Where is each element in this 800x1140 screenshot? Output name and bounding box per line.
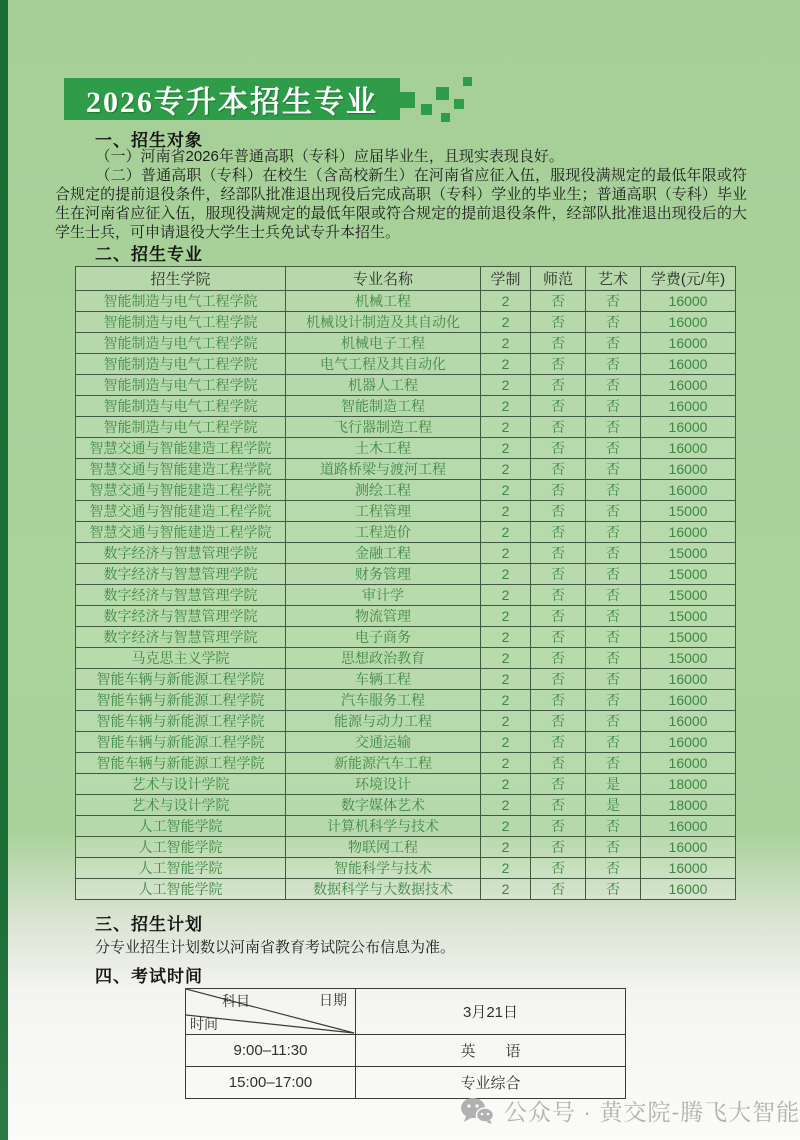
art-cell: 是 (586, 795, 641, 816)
decor-square (463, 77, 472, 86)
major-cell: 电子商务 (286, 627, 481, 648)
section2-heading: 二、招生专业 (95, 245, 203, 264)
normal-cell: 否 (531, 312, 586, 333)
college-cell: 人工智能学院 (76, 858, 286, 879)
section1-heading: 一、招生对象 (95, 131, 203, 150)
fee-cell: 16000 (641, 375, 736, 396)
table-row (76, 627, 736, 648)
table-row (76, 459, 736, 480)
column-header: 专业名称 (286, 267, 481, 291)
fee-cell: 16000 (641, 438, 736, 459)
table-row (76, 774, 736, 795)
major-cell: 汽车服务工程 (286, 690, 481, 711)
college-cell: 智能车辆与新能源工程学院 (76, 711, 286, 732)
duration-cell: 2 (481, 816, 531, 837)
major-cell: 机器人工程 (286, 375, 481, 396)
fee-cell: 15000 (641, 648, 736, 669)
majors-table-body (76, 291, 736, 900)
major-cell: 金融工程 (286, 543, 481, 564)
duration-cell: 2 (481, 291, 531, 312)
major-cell: 工程造价 (286, 522, 481, 543)
normal-cell: 否 (531, 564, 586, 585)
normal-cell: 否 (531, 354, 586, 375)
fee-cell: 16000 (641, 816, 736, 837)
college-cell: 智能制造与电气工程学院 (76, 312, 286, 333)
duration-cell: 2 (481, 459, 531, 480)
art-cell: 否 (586, 417, 641, 438)
fee-cell: 16000 (641, 417, 736, 438)
table-row (76, 585, 736, 606)
table-row (76, 564, 736, 585)
art-cell: 否 (586, 732, 641, 753)
exam-row (186, 1035, 626, 1067)
decor-square (400, 92, 415, 108)
major-cell: 思想政治教育 (286, 648, 481, 669)
majors-table-head (76, 267, 736, 291)
major-cell: 土木工程 (286, 438, 481, 459)
fee-cell: 15000 (641, 585, 736, 606)
fee-cell: 16000 (641, 480, 736, 501)
art-cell: 否 (586, 396, 641, 417)
college-cell: 人工智能学院 (76, 879, 286, 900)
duration-cell: 2 (481, 795, 531, 816)
major-cell: 工程管理 (286, 501, 481, 522)
decor-square (454, 99, 464, 109)
normal-cell: 否 (531, 543, 586, 564)
column-header: 学制 (481, 267, 531, 291)
duration-cell: 2 (481, 522, 531, 543)
fee-cell: 15000 (641, 501, 736, 522)
major-cell: 审计学 (286, 585, 481, 606)
major-cell: 机械工程 (286, 291, 481, 312)
exam-time-cell: 15:00–17:00 (186, 1067, 356, 1099)
normal-cell: 否 (531, 732, 586, 753)
corner-label-time: 时间 (190, 1016, 218, 1032)
normal-cell: 否 (531, 333, 586, 354)
duration-cell: 2 (481, 312, 531, 333)
fee-cell: 16000 (641, 459, 736, 480)
section3-body: 分专业招生计划数以河南省教育考试院公布信息为准。 (95, 939, 456, 956)
major-cell: 物流管理 (286, 606, 481, 627)
page-title: 2026专升本招生专业 (86, 86, 378, 119)
table-row (76, 354, 736, 375)
duration-cell: 2 (481, 669, 531, 690)
table-row (76, 858, 736, 879)
art-cell: 否 (586, 585, 641, 606)
art-cell: 是 (586, 774, 641, 795)
fee-cell: 16000 (641, 711, 736, 732)
table-row (76, 417, 736, 438)
major-cell: 飞行器制造工程 (286, 417, 481, 438)
duration-cell: 2 (481, 354, 531, 375)
major-cell: 电气工程及其自动化 (286, 354, 481, 375)
duration-cell: 2 (481, 438, 531, 459)
major-cell: 机械设计制造及其自动化 (286, 312, 481, 333)
exam-table (185, 988, 626, 1099)
fee-cell: 18000 (641, 795, 736, 816)
duration-cell: 2 (481, 753, 531, 774)
fee-cell: 16000 (641, 312, 736, 333)
normal-cell: 否 (531, 438, 586, 459)
art-cell: 否 (586, 837, 641, 858)
art-cell: 否 (586, 501, 641, 522)
table-row (76, 333, 736, 354)
college-cell: 数字经济与智慧管理学院 (76, 627, 286, 648)
exam-time-cell: 9:00–11:30 (186, 1035, 356, 1067)
table-row (76, 711, 736, 732)
table-row (76, 753, 736, 774)
duration-cell: 2 (481, 417, 531, 438)
normal-cell: 否 (531, 606, 586, 627)
normal-cell: 否 (531, 690, 586, 711)
college-cell: 智能制造与电气工程学院 (76, 375, 286, 396)
left-edge-strip (0, 0, 8, 1140)
duration-cell: 2 (481, 606, 531, 627)
fee-cell: 15000 (641, 543, 736, 564)
section3-heading: 三、招生计划 (95, 915, 203, 934)
fee-cell: 18000 (641, 774, 736, 795)
normal-cell: 否 (531, 585, 586, 606)
art-cell: 否 (586, 480, 641, 501)
duration-cell: 2 (481, 732, 531, 753)
table-row (76, 501, 736, 522)
major-cell: 车辆工程 (286, 669, 481, 690)
duration-cell: 2 (481, 480, 531, 501)
table-row (76, 522, 736, 543)
table-row (76, 396, 736, 417)
major-cell: 能源与动力工程 (286, 711, 481, 732)
major-cell: 交通运输 (286, 732, 481, 753)
decor-square (441, 113, 450, 122)
art-cell: 否 (586, 816, 641, 837)
major-cell: 环境设计 (286, 774, 481, 795)
major-cell: 智能科学与技术 (286, 858, 481, 879)
college-cell: 马克思主义学院 (76, 648, 286, 669)
duration-cell: 2 (481, 774, 531, 795)
duration-cell: 2 (481, 648, 531, 669)
duration-cell: 2 (481, 711, 531, 732)
majors-table (75, 266, 736, 900)
normal-cell: 否 (531, 417, 586, 438)
table-row (76, 648, 736, 669)
table-row (76, 732, 736, 753)
normal-cell: 否 (531, 375, 586, 396)
table-row (76, 312, 736, 333)
duration-cell: 2 (481, 627, 531, 648)
fee-cell: 16000 (641, 732, 736, 753)
fee-cell: 15000 (641, 564, 736, 585)
art-cell: 否 (586, 291, 641, 312)
normal-cell: 否 (531, 669, 586, 690)
art-cell: 否 (586, 669, 641, 690)
fee-cell: 16000 (641, 354, 736, 375)
normal-cell: 否 (531, 459, 586, 480)
normal-cell: 否 (531, 480, 586, 501)
duration-cell: 2 (481, 837, 531, 858)
college-cell: 智能车辆与新能源工程学院 (76, 690, 286, 711)
art-cell: 否 (586, 312, 641, 333)
art-cell: 否 (586, 564, 641, 585)
exam-subject-cell: 专业综合 (356, 1067, 626, 1099)
fee-cell: 16000 (641, 879, 736, 900)
fee-cell: 16000 (641, 858, 736, 879)
college-cell: 智慧交通与智能建造工程学院 (76, 459, 286, 480)
college-cell: 智慧交通与智能建造工程学院 (76, 438, 286, 459)
fee-cell: 16000 (641, 291, 736, 312)
corner-label-subject: 科目 (222, 993, 250, 1009)
exam-date-cell: 3月21日 (356, 989, 626, 1035)
art-cell: 否 (586, 333, 641, 354)
art-cell: 否 (586, 690, 641, 711)
fee-cell: 16000 (641, 669, 736, 690)
exam-subject-cell: 英 语 (356, 1035, 626, 1067)
college-cell: 智能制造与电气工程学院 (76, 333, 286, 354)
major-cell: 智能制造工程 (286, 396, 481, 417)
table-row (76, 480, 736, 501)
college-cell: 数字经济与智慧管理学院 (76, 606, 286, 627)
art-cell: 否 (586, 648, 641, 669)
fee-cell: 16000 (641, 690, 736, 711)
art-cell: 否 (586, 753, 641, 774)
majors-header-row (76, 267, 736, 291)
table-row (76, 543, 736, 564)
table-row (76, 438, 736, 459)
art-cell: 否 (586, 354, 641, 375)
normal-cell: 否 (531, 627, 586, 648)
college-cell: 智能车辆与新能源工程学院 (76, 732, 286, 753)
art-cell: 否 (586, 711, 641, 732)
table-row (76, 795, 736, 816)
table-row (76, 606, 736, 627)
duration-cell: 2 (481, 543, 531, 564)
major-cell: 物联网工程 (286, 837, 481, 858)
major-cell: 财务管理 (286, 564, 481, 585)
art-cell: 否 (586, 522, 641, 543)
college-cell: 艺术与设计学院 (76, 774, 286, 795)
major-cell: 测绘工程 (286, 480, 481, 501)
normal-cell: 否 (531, 774, 586, 795)
art-cell: 否 (586, 627, 641, 648)
column-header: 师范 (531, 267, 586, 291)
column-header: 艺术 (586, 267, 641, 291)
college-cell: 智慧交通与智能建造工程学院 (76, 501, 286, 522)
table-row (76, 816, 736, 837)
college-cell: 数字经济与智慧管理学院 (76, 543, 286, 564)
table-row (76, 669, 736, 690)
duration-cell: 2 (481, 858, 531, 879)
decor-square (436, 87, 449, 100)
major-cell: 计算机科学与技术 (286, 816, 481, 837)
duration-cell: 2 (481, 690, 531, 711)
fee-cell: 16000 (641, 837, 736, 858)
college-cell: 智能制造与电气工程学院 (76, 417, 286, 438)
art-cell: 否 (586, 858, 641, 879)
college-cell: 数字经济与智慧管理学院 (76, 585, 286, 606)
corner-label-date: 日期 (319, 992, 347, 1008)
normal-cell: 否 (531, 879, 586, 900)
section1-para2: （二）普通高职（专科）在校生（含高校新生）在河南省应征入伍，服现役满规定的最低年限或符合规定的提前退役条件，经部队批准退出现役后完成高职（专科）学业的毕业生；普通高职（专科）毕业生在河南省应征入伍，服现役满规定的最低年限或符合规定的提前退役条件，经部队批准退出现役后的大学生士兵，可申请退役大学生士兵免试专升本招生。 (55, 167, 747, 241)
section4-heading: 四、考试时间 (95, 967, 203, 986)
college-cell: 智能制造与电气工程学院 (76, 396, 286, 417)
duration-cell: 2 (481, 501, 531, 522)
footer (460, 1094, 800, 1127)
table-row (76, 291, 736, 312)
section1-para1: （一）河南省2026年普通高职（专科）应届毕业生，且现实表现良好。 (95, 148, 564, 165)
duration-cell: 2 (481, 333, 531, 354)
duration-cell: 2 (481, 564, 531, 585)
duration-cell: 2 (481, 396, 531, 417)
art-cell: 否 (586, 375, 641, 396)
title-banner (64, 78, 400, 120)
normal-cell: 否 (531, 648, 586, 669)
major-cell: 数字媒体艺术 (286, 795, 481, 816)
fee-cell: 16000 (641, 333, 736, 354)
art-cell: 否 (586, 459, 641, 480)
college-cell: 智能车辆与新能源工程学院 (76, 753, 286, 774)
college-cell: 智能制造与电气工程学院 (76, 291, 286, 312)
table-row (76, 690, 736, 711)
decor-square (421, 104, 432, 115)
normal-cell: 否 (531, 816, 586, 837)
normal-cell: 否 (531, 795, 586, 816)
art-cell: 否 (586, 438, 641, 459)
normal-cell: 否 (531, 501, 586, 522)
duration-cell: 2 (481, 585, 531, 606)
fee-cell: 15000 (641, 606, 736, 627)
table-row (76, 837, 736, 858)
table-row (76, 375, 736, 396)
exam-header-row (186, 989, 626, 1035)
duration-cell: 2 (481, 375, 531, 396)
footer-text: 公众号 · 黄交院-腾飞大智能 (504, 1099, 800, 1125)
major-cell: 机械电子工程 (286, 333, 481, 354)
exam-corner-cell (186, 989, 356, 1035)
normal-cell: 否 (531, 522, 586, 543)
fee-cell: 16000 (641, 753, 736, 774)
art-cell: 否 (586, 879, 641, 900)
major-cell: 道路桥梁与渡河工程 (286, 459, 481, 480)
college-cell: 智能车辆与新能源工程学院 (76, 669, 286, 690)
college-cell: 智能制造与电气工程学院 (76, 354, 286, 375)
college-cell: 艺术与设计学院 (76, 795, 286, 816)
art-cell: 否 (586, 543, 641, 564)
exam-table-body (186, 989, 626, 1099)
college-cell: 数字经济与智慧管理学院 (76, 564, 286, 585)
fee-cell: 16000 (641, 522, 736, 543)
major-cell: 数据科学与大数据技术 (286, 879, 481, 900)
college-cell: 智慧交通与智能建造工程学院 (76, 480, 286, 501)
college-cell: 人工智能学院 (76, 837, 286, 858)
normal-cell: 否 (531, 858, 586, 879)
normal-cell: 否 (531, 396, 586, 417)
normal-cell: 否 (531, 291, 586, 312)
college-cell: 人工智能学院 (76, 816, 286, 837)
column-header: 招生学院 (76, 267, 286, 291)
fee-cell: 16000 (641, 396, 736, 417)
major-cell: 新能源汽车工程 (286, 753, 481, 774)
college-cell: 智慧交通与智能建造工程学院 (76, 522, 286, 543)
wechat-icon (460, 1097, 494, 1125)
duration-cell: 2 (481, 879, 531, 900)
table-row (76, 879, 736, 900)
column-header: 学费(元/年) (641, 267, 736, 291)
normal-cell: 否 (531, 837, 586, 858)
art-cell: 否 (586, 606, 641, 627)
normal-cell: 否 (531, 711, 586, 732)
fee-cell: 15000 (641, 627, 736, 648)
normal-cell: 否 (531, 753, 586, 774)
